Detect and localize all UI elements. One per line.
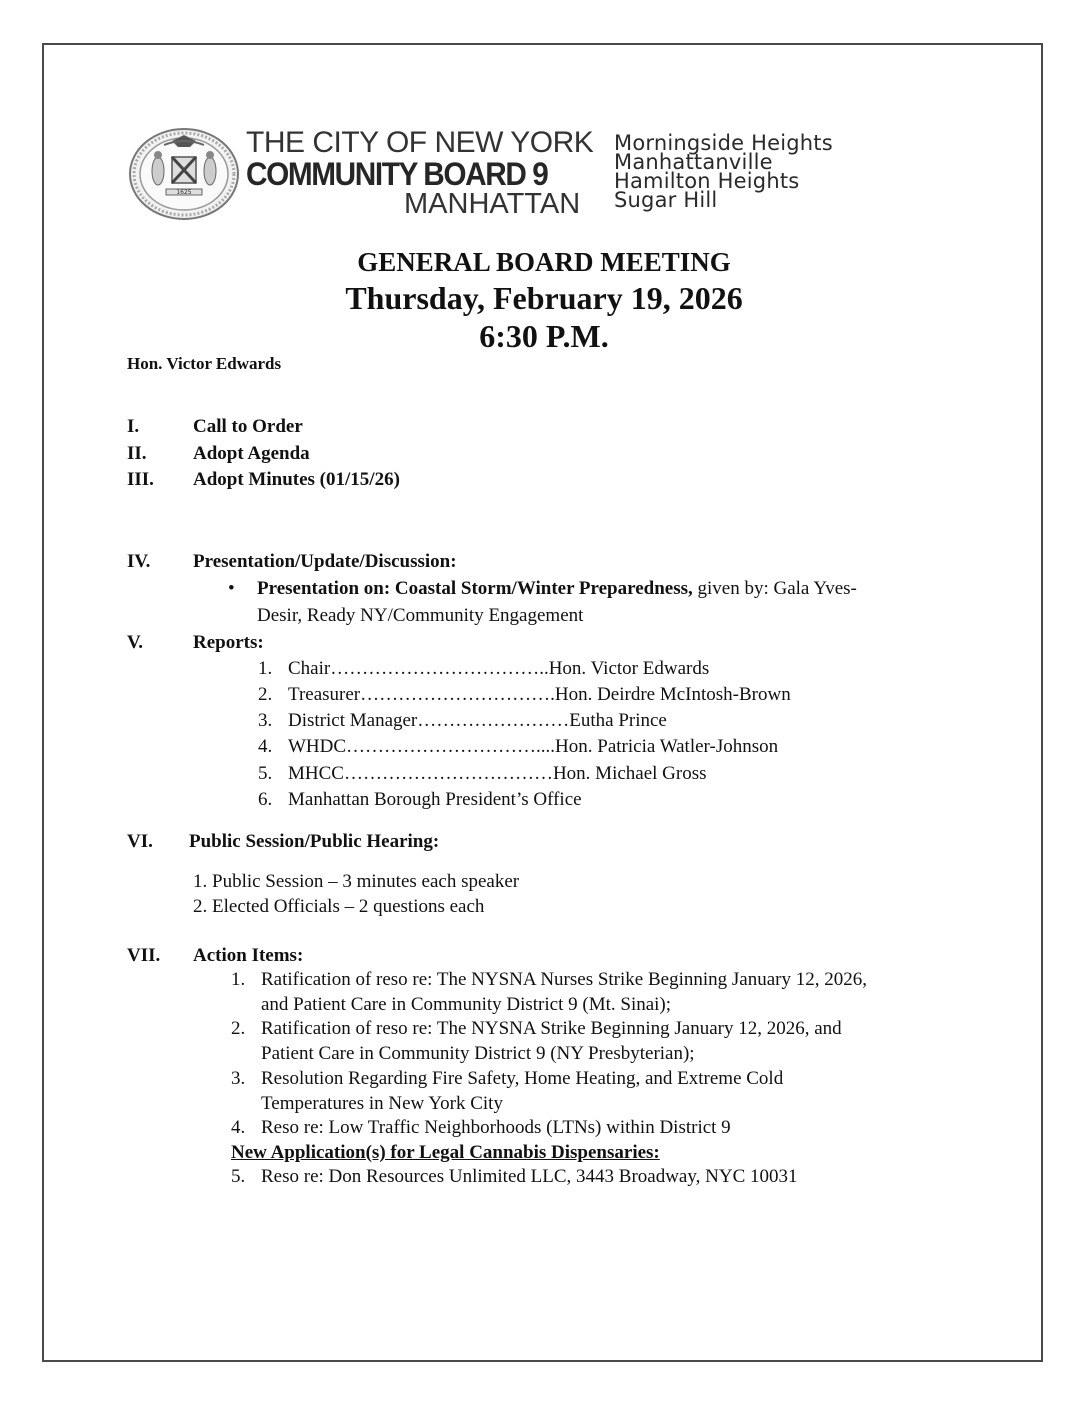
section-action-items: Action Items: [193,945,304,966]
section-adopt-agenda: Adopt Agenda [193,443,310,464]
report-number: 1. [258,658,273,679]
meeting-title: GENERAL BOARD MEETING [357,247,731,277]
letterhead-city: THE CITY OF NEW YORK [246,126,594,159]
action-item: Ratification of reso re: The NYSNA Strike Beginning January 12, 2026, and [261,1018,842,1039]
neighborhood-4: Sugar Hill [614,188,718,212]
report-number: 5. [258,763,273,784]
section-call-to-order: Call to Order [193,416,303,437]
section-public-session: Public Session/Public Hearing: [189,831,440,852]
action-item: Reso re: Don Resources Unlimited LLC, 3443 Broadway, NYC 10031 [261,1166,798,1187]
public-session-item: 1. Public Session – 3 minutes each speaker [193,871,520,892]
neighborhood-3: Hamilton Heights [614,169,800,193]
section-number: III. [127,469,154,490]
svg-text:1625: 1625 [176,189,192,196]
report-number: 6. [258,789,273,810]
report-item: District Manager……………………Eutha Prince [288,710,667,731]
report-item: WHDC…………………………....Hon. Patricia Watler-Johnson [288,736,779,757]
meeting-time: 6:30 P.M. [479,318,609,354]
letterhead-board: COMMUNITY BOARD 9 [246,156,548,192]
action-number: 3. [231,1068,246,1089]
action-number: 5. [231,1166,246,1187]
section-number: I. [127,416,140,437]
action-number: 1. [231,969,246,990]
nyc-seal-icon [128,127,240,221]
section-number: VI. [127,831,153,852]
bullet-icon: • [228,578,235,599]
neighborhood-2: Manhattanville [614,150,773,174]
section-number: VII. [127,945,161,966]
section-number: II. [127,443,147,464]
action-number: 4. [231,1117,246,1138]
letterhead-borough: MANHATTAN [404,188,581,220]
report-number: 3. [258,710,273,731]
section-presentation: Presentation/Update/Discussion: [193,551,457,572]
report-item: Manhattan Borough President’s Office [288,789,582,810]
presentation-item [257,578,857,600]
presentation-title: Presentation on: Coastal Storm/Winter Preparedness, [257,578,693,599]
report-item: Treasurer………………………….Hon. Deirdre McIntosh-Brown [288,684,791,705]
report-number: 4. [258,736,273,757]
public-session-item: 2. Elected Officials – 2 questions each [193,896,485,917]
cannabis-subheading: New Application(s) for Legal Cannabis Dispensaries: [231,1142,660,1163]
report-item: MHCC……………………………Hon. Michael Gross [288,763,707,784]
section-number: IV. [127,551,151,572]
neighborhood-1: Morningside Heights [614,131,833,155]
presentation-presenter-cont: Desir, Ready NY/Community Engagement [257,605,584,626]
action-item: Resolution Regarding Fire Safety, Home Heating, and Extreme Cold [261,1068,784,1089]
action-item-cont: and Patient Care in Community District 9 (Mt. Sinai); [261,994,672,1015]
meeting-date: Thursday, February 19, 2026 [345,280,743,316]
section-number: V. [127,632,144,653]
action-item-cont: Temperatures in New York City [261,1093,503,1114]
presentation-presenter: given by: Gala Yves- [692,578,857,599]
section-reports: Reports: [193,632,264,653]
action-number: 2. [231,1018,246,1039]
report-number: 2. [258,684,273,705]
action-item: Ratification of reso re: The NYSNA Nurses Strike Beginning January 12, 2026, [261,969,867,990]
section-adopt-minutes: Adopt Minutes (01/15/26) [193,469,400,490]
action-item: Reso re: Low Traffic Neighborhoods (LTNs) within District 9 [261,1117,731,1138]
chair-name: Hon. Victor Edwards [127,354,282,373]
action-item-cont: Patient Care in Community District 9 (NY Presbyterian); [261,1043,695,1064]
report-item: Chair……………………………..Hon. Victor Edwards [288,658,710,679]
